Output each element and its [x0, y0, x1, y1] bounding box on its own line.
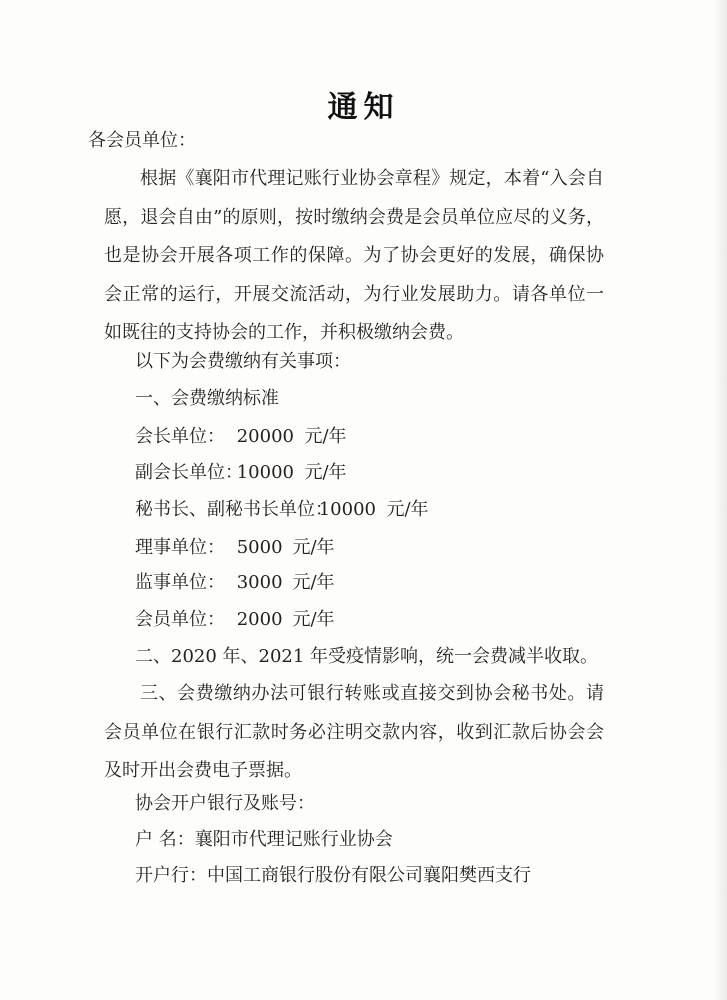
- bank-name: 中国工商银行股份有限公司襄阳樊西支行: [207, 865, 531, 886]
- intro-paragraph: 根据《襄阳市代理记账行业协会章程》规定，本着“入会自愿，退会自由”的原则，按时缴纳会费是会员单位应尽的义务，也是协会开展各项工作的保障。为了协会更好的发展，确保协会正常的运行，开展交流活动，为行业发展助力。请各单位一如既往的支持协会的工作，并积极缴纳会费。: [104, 168, 604, 343]
- fee-label: 秘书长、副秘书长单位：: [135, 499, 333, 520]
- fee-unit: 元/年: [304, 426, 347, 447]
- section1-heading: 一、会费缴纳标准: [135, 388, 279, 409]
- fee-amount: 2000: [236, 609, 283, 630]
- account-name-label: 户 名：: [135, 829, 195, 850]
- fee-amount: 10000: [318, 499, 376, 520]
- section3-paragraph: 三、会费缴纳办法可银行转账或直接交到协会秘书处。请会员单位在银行汇款时务必注明交款内容，收到汇款后协会会及时开出会费电子票据。: [104, 683, 604, 781]
- fee-amount: 20000: [236, 426, 294, 447]
- account-name: 襄阳市代理记账行业协会: [194, 829, 393, 850]
- fee-unit: 元/年: [292, 609, 335, 630]
- scan-shadow-edge: [713, 0, 727, 1000]
- fee-row-member: [135, 611, 335, 629]
- fee-unit: 元/年: [292, 572, 335, 593]
- fee-label: 会长单位：: [135, 426, 225, 447]
- fee-row-director: [135, 539, 335, 557]
- bank-heading: 协会开户银行及账号：: [135, 793, 315, 814]
- fee-label: 副会长单位：: [135, 462, 243, 483]
- fee-label: 会员单位：: [135, 609, 225, 630]
- fee-label: 理事单位：: [135, 537, 225, 558]
- bank-label: 开户行：: [135, 865, 207, 886]
- fee-row-supervisor: [135, 574, 335, 592]
- fee-row-president: [135, 428, 347, 446]
- fee-amount: 5000: [236, 537, 283, 558]
- matters-intro: 以下为会费缴纳有关事项：: [135, 351, 351, 372]
- notice-title: 通知: [327, 90, 400, 125]
- fee-row-vice-president: [135, 464, 347, 482]
- fee-amount: 3000: [236, 572, 283, 593]
- salutation: 各会员单位：: [88, 130, 196, 151]
- bank-row: [135, 867, 531, 885]
- fee-unit: 元/年: [304, 462, 347, 483]
- account-name-row: [135, 831, 393, 849]
- fee-amount: 10000: [236, 462, 294, 483]
- fee-unit: 元/年: [386, 499, 429, 520]
- fee-unit: 元/年: [292, 537, 335, 558]
- fee-label: 监事单位：: [135, 572, 225, 593]
- section2-text: 二、2020 年、2021 年受疫情影响，统一会费减半收取。: [135, 646, 599, 667]
- fee-row-secretary-general: [135, 501, 429, 519]
